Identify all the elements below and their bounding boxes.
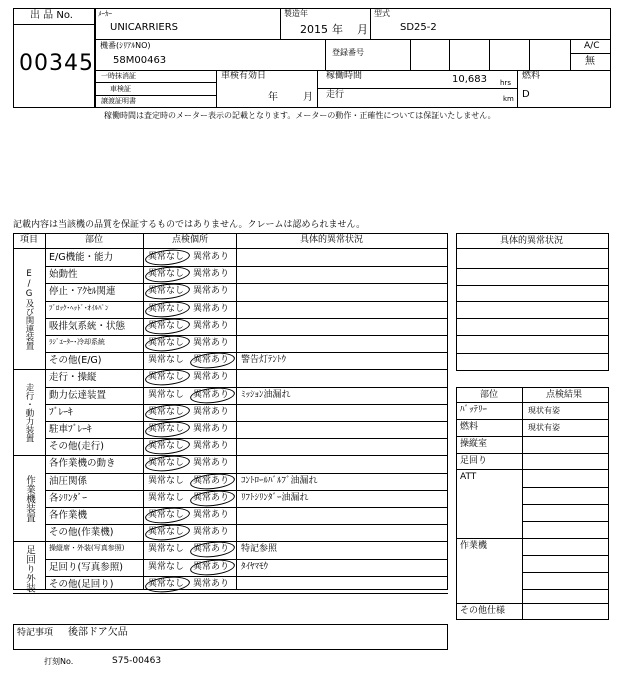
maker-value: UNICARRIERS [110, 22, 179, 33]
inspection-cert-label: 車検証 [110, 85, 131, 93]
status-ng-label: 異常あり [193, 458, 230, 469]
header-part: 部位 [85, 235, 104, 245]
rp-part-work-machine: 作業機 [460, 541, 488, 551]
header-detail: 具体的異常状況 [300, 235, 364, 245]
ac-value: 無 [585, 56, 595, 67]
status-ok-label: 異常なし [148, 544, 185, 555]
status-ok-label: 異常なし [148, 303, 185, 314]
year-value: 2015 [300, 23, 328, 36]
status-ok-label: 異常なし [148, 578, 185, 589]
status-ok-label: 異常なし [148, 510, 185, 520]
disclaimer-text: 記載内容は当該機の品質を保証するものではありません。クレームは認められません。 [13, 220, 366, 230]
status-ng-label: 異常あり [193, 372, 230, 383]
part-label: その他(足回り) [49, 578, 114, 590]
fuel-label: 燃料 [522, 71, 541, 81]
status-ng-label: 異常あり [193, 320, 230, 331]
rp-part-other-spec: その他仕様 [460, 606, 506, 616]
part-label: ﾌﾞﾛｯｸ･ﾍｯﾄﾞ･ｵｲﾙﾊﾟﾝ [49, 303, 109, 312]
detail-text: 特記参照 [241, 544, 278, 555]
hours-note: 稼働時間は査定時のメーター表示の記載となります。メーターの動作・正確性については保証いたしません。 [104, 111, 496, 120]
detail-text: ﾐｯｼｮﾝ油漏れ [241, 389, 291, 400]
status-ng-label: 異常あり [193, 269, 230, 280]
remarks-value: 後部ドア欠品 [68, 627, 128, 638]
part-label: 足回り(写真参照) [49, 561, 123, 573]
part-header: 部位 [480, 390, 499, 400]
year-label: 製造年 [284, 9, 308, 18]
status-ok-label: 異常なし [148, 441, 185, 452]
part-label: その他(E/G) [49, 355, 102, 367]
status-ok-label: 異常なし [148, 492, 185, 503]
status-ok-label: 異常なし [148, 458, 185, 469]
group-label: 走行・動力装置 [24, 382, 34, 443]
status-ok-label: 異常なし [148, 320, 185, 331]
fuel-value: D [522, 89, 530, 100]
transfer-cert-label: 譲渡証明書 [101, 97, 136, 105]
part-label: 駐車ﾌﾞﾚｰｷ [49, 424, 92, 435]
status-ok-label: 異常なし [148, 527, 185, 538]
status-ng-label: 異常あり [193, 578, 230, 589]
rp-part-cab: 操縦室 [460, 439, 488, 449]
stamp-label: 打刻No. [44, 657, 74, 666]
km-unit: km [503, 95, 514, 103]
status-ng-label: 異常あり [193, 406, 230, 417]
rp-result-fuel: 現状有姿 [528, 423, 560, 432]
detail-text: ｺﾝﾄﾛｰﾙﾊﾞﾙﾌﾞ油漏れ [241, 475, 318, 486]
model-label: 型式 [374, 9, 390, 18]
serial-label: 機番(ｼﾘｱﾙNO) [100, 41, 151, 50]
status-ok-label: 異常なし [148, 372, 185, 383]
rp-part-battery: ﾊﾞｯﾃﾘｰ [460, 405, 488, 415]
rp-part-undercarriage: 足回り [460, 456, 488, 466]
part-label: E/G機能・能力 [49, 252, 114, 263]
part-label: 各作業機の動き [49, 458, 116, 470]
status-ok-label: 異常なし [148, 269, 185, 280]
status-ok-label: 異常なし [148, 338, 185, 348]
stamp-value: S75-00463 [112, 656, 162, 666]
expiry-year-unit: 年 [268, 92, 278, 103]
part-label: 各ｼﾘﾝﾀﾞｰ [49, 492, 88, 504]
part-label: 始動性 [49, 269, 78, 281]
status-ok-label: 異常なし [148, 355, 185, 366]
header-item: 項目 [20, 235, 39, 245]
part-label: 走行・操縦 [49, 372, 97, 384]
hours-label: 稼働時間 [326, 71, 363, 81]
status-ok-label: 異常なし [148, 252, 185, 262]
registration-label: 登録番号 [332, 48, 364, 57]
expiry-month-unit: 月 [303, 92, 313, 103]
odometer-label: 走行 [326, 90, 345, 100]
status-ng-label: 異常あり [193, 286, 230, 297]
hours-unit: hrs [500, 79, 511, 87]
rp-part-att: ATT [460, 472, 477, 482]
hours-value: 10,683 [452, 74, 487, 85]
status-ng-label: 異常あり [193, 303, 230, 314]
part-label: 各作業機 [49, 510, 88, 521]
detail-text: ﾀｲﾔﾏﾓｳ [241, 561, 269, 572]
maker-label: ﾒｰｶｰ [98, 10, 112, 18]
part-label: 油圧関係 [49, 475, 88, 487]
status-ng-label: 異常あり [193, 355, 230, 366]
status-ok-label: 異常なし [148, 475, 185, 486]
status-ng-label: 異常あり [193, 389, 230, 400]
rp-result-battery: 現状有姿 [528, 406, 560, 415]
status-ng-label: 異常あり [193, 338, 230, 348]
detail-text: 警告灯ﾃﾝﾄｳ [241, 355, 287, 366]
status-ng-label: 異常あり [193, 252, 230, 262]
status-ng-label: 異常あり [193, 475, 230, 486]
status-ok-label: 異常なし [148, 561, 185, 572]
part-label: その他(作業機) [49, 527, 114, 539]
detail-text: ﾘﾌﾄｼﾘﾝﾀﾞｰ油漏れ [241, 492, 309, 503]
status-ok-label: 異常なし [148, 424, 185, 434]
status-ng-label: 異常あり [193, 510, 230, 520]
rp-part-fuel: 燃料 [460, 422, 479, 432]
detail-panel [456, 233, 609, 371]
part-label: 動力伝達装置 [49, 389, 107, 401]
part-label: 停止・ｱｸｾﾙ関連 [49, 286, 116, 298]
lot-number: 00345 [19, 51, 94, 76]
status-ng-label: 異常あり [193, 544, 230, 555]
remarks-label: 特記事項 [17, 628, 54, 638]
temp-permit-label: 一時抹消証 [101, 72, 136, 80]
part-label: その他(走行) [49, 441, 104, 453]
status-ng-label: 異常あり [193, 424, 230, 434]
status-ng-label: 異常あり [193, 561, 230, 572]
status-ng-label: 異常あり [193, 441, 230, 452]
expiry-label: 車検有効日 [221, 71, 267, 81]
status-ok-label: 異常なし [148, 406, 185, 417]
result-header: 点検結果 [546, 390, 583, 400]
part-label: ﾗｼﾞｴｰﾀｰ･冷却系統 [49, 338, 105, 346]
part-label: 操縦席・外装(写真参照) [49, 544, 125, 553]
model-value: SD25-2 [400, 22, 437, 33]
group-label: 作業機装置 [24, 474, 35, 523]
serial-value: 58M00463 [113, 55, 167, 66]
detail-panel-header: 具体的異常状況 [500, 236, 564, 246]
month-unit: 月 [357, 23, 368, 36]
year-unit: 年 [332, 23, 343, 36]
group-label: 足回り外装 [24, 545, 35, 593]
ac-label: A/C [584, 41, 600, 51]
status-ng-label: 異常あり [193, 492, 230, 503]
lot-label: 出 品 No. [30, 10, 73, 21]
part-label: ﾌﾞﾚｰｷ [49, 406, 73, 418]
part-label: 吸排気系統・状態 [49, 320, 126, 332]
status-ok-label: 異常なし [148, 286, 185, 297]
header-check: 点検個所 [172, 235, 209, 245]
status-ng-label: 異常あり [193, 527, 230, 538]
status-ok-label: 異常なし [148, 389, 185, 400]
group-label: E/G及び関連装置 [24, 268, 34, 350]
